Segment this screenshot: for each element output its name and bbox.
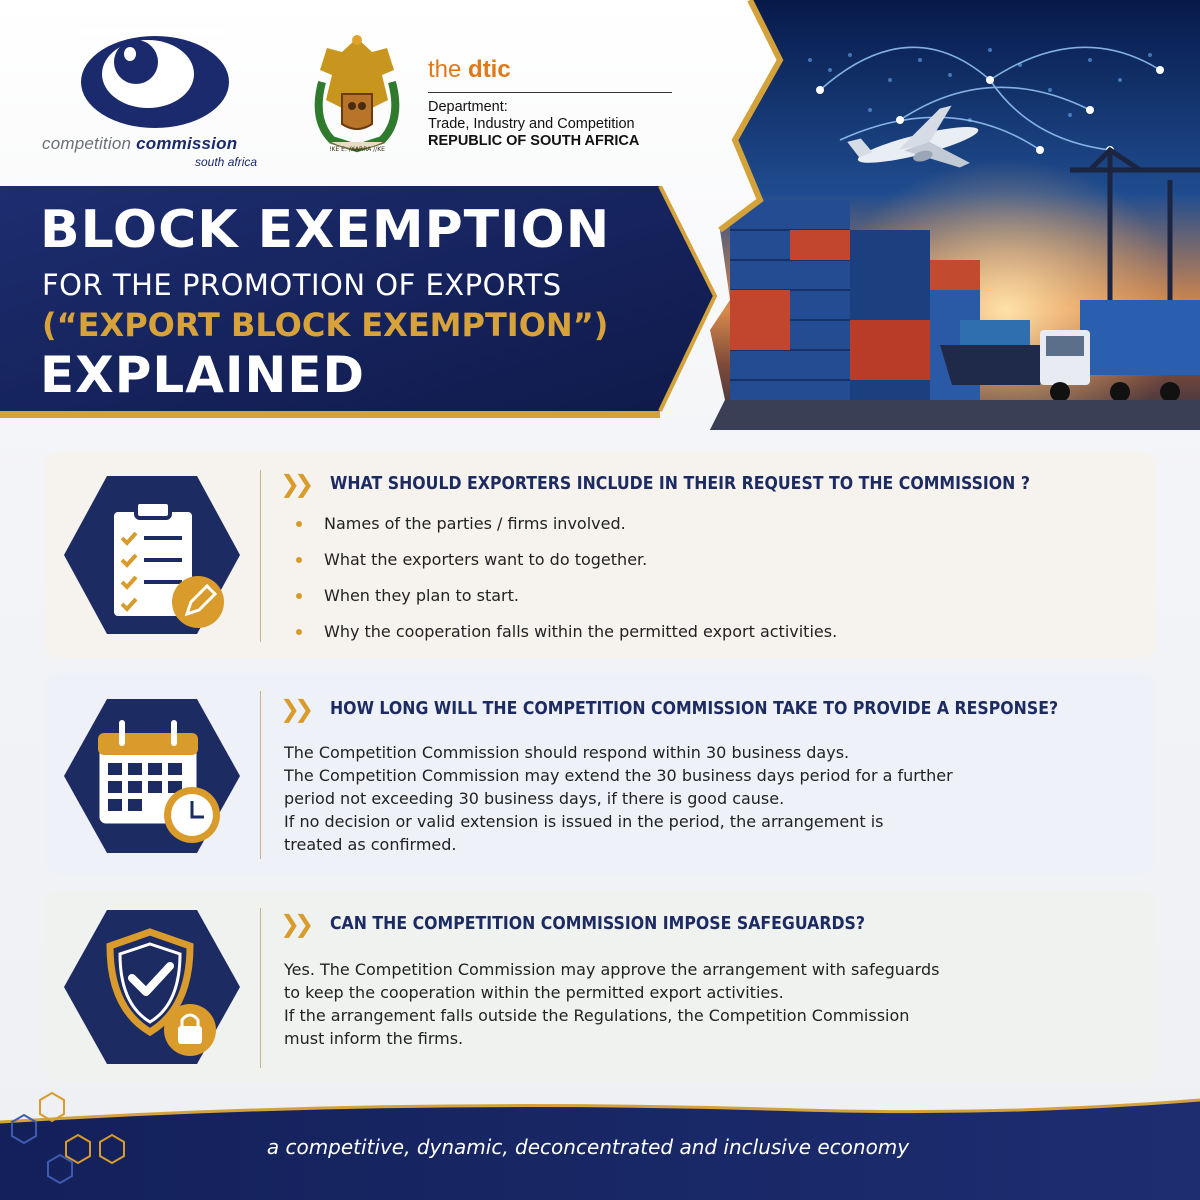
- safeguards-text: [284, 958, 939, 1050]
- section-safeguards: [44, 890, 1156, 1082]
- calendar-clock-icon: [62, 697, 242, 855]
- section-heading: [280, 910, 924, 938]
- coat-of-arms-emblem: [302, 30, 412, 160]
- list-item: Why the cooperation falls within the permitted export activities.: [296, 620, 837, 656]
- section-divider: [260, 691, 261, 859]
- dtic-country: REPUBLIC OF SOUTH AFRICA: [428, 133, 640, 149]
- text-line: treated as confirmed.: [284, 835, 457, 854]
- competition-commission-logo: [40, 30, 280, 170]
- section-divider: [260, 908, 261, 1068]
- dtic-department: Department:: [428, 99, 508, 115]
- section-heading: [280, 695, 1139, 723]
- section-response-time: [44, 673, 1156, 875]
- double-chevron-icon: ❯❯: [280, 695, 309, 723]
- title-line-4: EXPLAINED: [40, 346, 366, 404]
- section-heading: [280, 470, 1108, 498]
- title-line-2: FOR THE PROMOTION OF EXPORTS: [42, 268, 562, 302]
- response-time-text: [284, 741, 953, 856]
- text-line: Yes. The Competition Commission may approve the arrangement with safeguards: [284, 960, 940, 979]
- text-line: must inform the firms.: [284, 1029, 464, 1048]
- title-line-1: BLOCK EXEMPTION: [40, 200, 611, 260]
- list-item: What the exporters want to do together.: [296, 548, 837, 584]
- text-line: The Competition Commission should respond within 30 business days.: [284, 743, 850, 762]
- dtic-logo: [428, 56, 676, 150]
- text-line: If the arrangement falls outside the Regulations, the Competition Commission: [284, 1006, 910, 1025]
- dtic-department-name: Trade, Industry and Competition: [428, 116, 635, 132]
- section-divider: [260, 470, 261, 642]
- dtic-brand: the dtic: [428, 56, 511, 83]
- text-line: period not exceeding 30 business days, if there is good cause.: [284, 789, 785, 808]
- double-chevron-icon: ❯❯: [280, 910, 309, 938]
- title-line-3: (“EXPORT BLOCK EXEMPTION”): [42, 306, 609, 344]
- text-line: to keep the cooperation within the permitted export activities.: [284, 983, 784, 1002]
- list-item: When they plan to start.: [296, 584, 837, 620]
- list-item: Names of the parties / firms involved.: [296, 512, 837, 548]
- double-chevron-icon: ❯❯: [280, 470, 309, 498]
- question-text: HOW LONG WILL THE COMPETITION COMMISSION TAKE TO PROVIDE A RESPONSE?: [330, 699, 1059, 719]
- cc-eye-icon: [80, 30, 230, 130]
- checklist-icon: [62, 474, 242, 636]
- footer-tagline: a competitive, dynamic, deconcentrated and inclusive economy: [266, 1135, 910, 1159]
- text-line: The Competition Commission may extend the 30 business days period for a further: [284, 766, 953, 785]
- svg-text:!KE E: /XARRA //KE: !KE E: /XARRA //KE: [329, 146, 385, 153]
- question-text: WHAT SHOULD EXPORTERS INCLUDE IN THEIR REQUEST TO THE COMMISSION ?: [330, 474, 1030, 494]
- question-text: CAN THE COMPETITION COMMISSION IMPOSE SAFEGUARDS?: [330, 914, 866, 934]
- hero-trade-image: [690, 0, 1200, 430]
- section-request-contents: [44, 452, 1156, 658]
- shield-lock-icon: [62, 908, 242, 1066]
- request-bullet-list: [296, 512, 837, 656]
- dtic-rule: [428, 92, 672, 93]
- text-line: If no decision or valid extension is issued in the period, the arrangement is: [284, 812, 884, 831]
- cc-subtitle: south africa: [195, 155, 258, 169]
- cc-wordmark: competition commission: [42, 134, 238, 153]
